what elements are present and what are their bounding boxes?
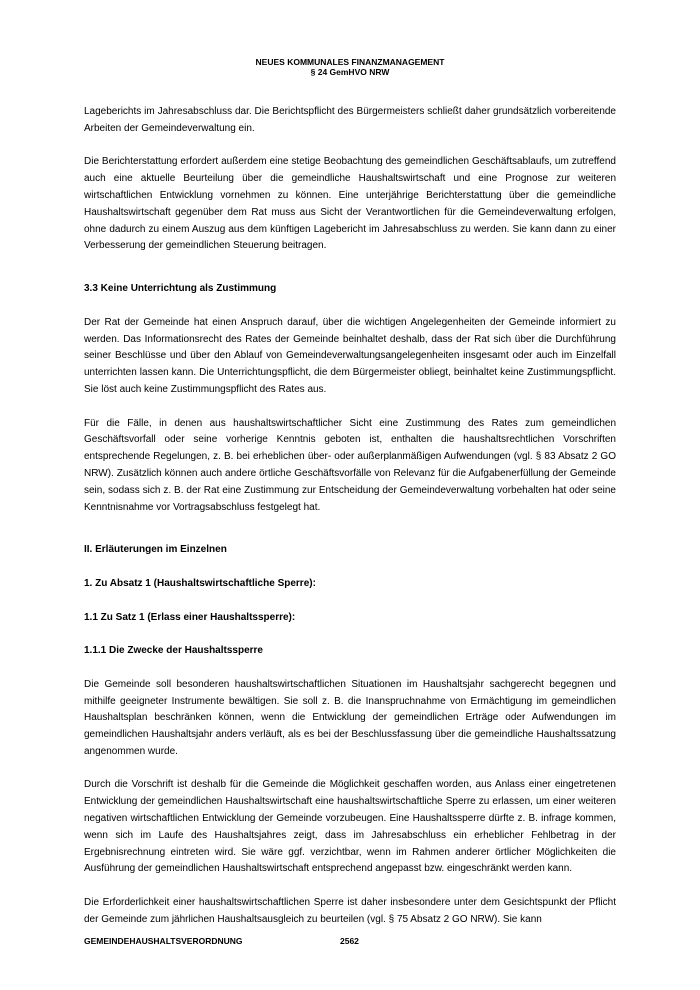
page-footer: [84, 936, 616, 946]
paragraph: Der Rat der Gemeinde hat einen Anspruch darauf, über die wichtigen Angelegenheiten der Gemeinde informiert zu werden. Das Informationsrecht des Rates der Gemeinde beinhaltet deshalb, dass der Rat sich über die Durchführung seiner Beschlüsse und über den Ablauf von Gemeindeverwaltungsangelegenheiten insgesamt oder auch im Einzelfall unterrichten lassen kann. Die Unterrichtungspflicht, die dem Bürgermeister obliegt, beinhaltet keine Zustimmungspflicht. Sie löst auch keine Zustimmungspflicht des Rates aus.: [84, 316, 616, 395]
paragraph: Für die Fälle, in denen aus haushaltswirtschaftlicher Sicht eine Zustimmung des Rates zum gemeindlichen Geschäftsvorfall oder seine vorherige Kenntnis geboten ist, enthalten die haushaltsrechtlichen Vorschriften entsprechende Regelungen, z. B. bei erheblichen über- oder außerplanmäßigen Aufwendungen (vgl. § 83 Absatz 2 GO NRW). Zusätzlich können auch andere örtliche Geschäftsvorfälle von Relevanz für die Aufgabenerfüllung der Gemeinde sein, sodass sich z. B. der Rat eine Zustimmung zur Entscheidung der Gemeindeverwaltung vorbehalten hat oder seine Kenntnisnahme vor Vortragsabschluss festgelegt hat.: [84, 417, 616, 513]
document-body: [84, 104, 616, 929]
section-heading: II. Erläuterungen im Einzelnen: [84, 544, 227, 556]
paragraph: Die Erforderlichkeit einer haushaltswirtschaftlichen Sperre ist daher insbesondere unter dem Gesichtspunkt der Pflicht der Gemeinde zum jährlichen Haushaltsausgleich zu beurteilen (vgl. § 75 Absatz 2 GO NRW). Sie kann: [84, 897, 616, 925]
footer-title: GEMEINDEHAUSHALTSVERORDNUNG: [84, 936, 243, 946]
paragraph: Die Berichterstattung erfordert außerdem eine stetige Beobachtung des gemeindlichen Geschäftsablaufs, um zutreffend auch eine aktuelle Beurteilung über die gemeindliche Haushaltswirtschaft und eine Prognose zur weiteren wirtschaftlichen Entwicklung vornehmen zu können. Eine unterjährige Berichterstattung über die gemeindliche Haushaltswirtschaft gegenüber dem Rat muss aus Sicht der Verantwortlichen für die Gemeindeverwaltung erfolgen, ohne dadurch zu einem Auszug aus dem künftigen Lagebericht im Jahresabschluss zu werden. Sie kann dann zu einer Verbesserung der gemeindlichen Steuerung beitragen.: [84, 156, 616, 252]
page-number: 2562: [340, 936, 359, 946]
page-header: [0, 57, 700, 77]
section-heading: 1.1.1 Die Zwecke der Haushaltssperre: [84, 645, 263, 657]
paragraph: Lageberichts im Jahresabschluss dar. Die Berichtspflicht des Bürgermeisters schließt daher grundsätzlich vorbereitende Arbeiten der Gemeindeverwaltung ein.: [84, 106, 616, 134]
header-section: § 24 GemHVO NRW: [310, 67, 390, 77]
section-heading: 3.3 Keine Unterrichtung als Zustimmung: [84, 283, 277, 295]
section-heading: 1. Zu Absatz 1 (Haushaltswirtschaftliche Sperre):: [84, 577, 316, 589]
header-title: NEUES KOMMUNALES FINANZMANAGEMENT: [255, 57, 445, 67]
paragraph: Die Gemeinde soll besonderen haushaltswirtschaftlichen Situationen im Haushaltsjahr sachgerecht begegnen und mithilfe geeigneter Instrumente bewältigen. Sie soll z. B. die Inanspruchnahme von Ermächtigung im gemeindlichen Haushaltsplan beschränken können, wenn die Entwicklung der gemeindlichen Erträge oder Aufwendungen im gemeindlichen Haushaltsjahr anders verläuft, als es bei der Beschlussfassung über die gemeindliche Haushaltssatzung angenommen wurde.: [84, 678, 616, 757]
paragraph: Durch die Vorschrift ist deshalb für die Gemeinde die Möglichkeit geschaffen worden, aus Anlass einer eingetretenen Entwicklung der gemeindlichen Haushaltswirtschaft eine haushaltswirtschaftliche Sperre zu erlassen, um einer weiteren negativen wirtschaftlichen Entwicklung der Gemeinde vorzubeugen. Eine Haushaltssperre dürfte z. B. infrage kommen, wenn sich im Laufe des Haushaltsjahres zeigt, dass im Jahresabschluss ein erheblicher Fehlbetrag in der Ergebnisrechnung eintreten wird. Sie wäre ggf. verzichtbar, wenn im Rahmen anderer örtlicher Möglichkeiten die Ausführung der gemeindlichen Haushaltswirtschaft entsprechend angepasst bzw. eingeschränkt werden kann.: [84, 779, 616, 875]
section-heading: 1.1 Zu Satz 1 (Erlass einer Haushaltssperre):: [84, 611, 296, 623]
